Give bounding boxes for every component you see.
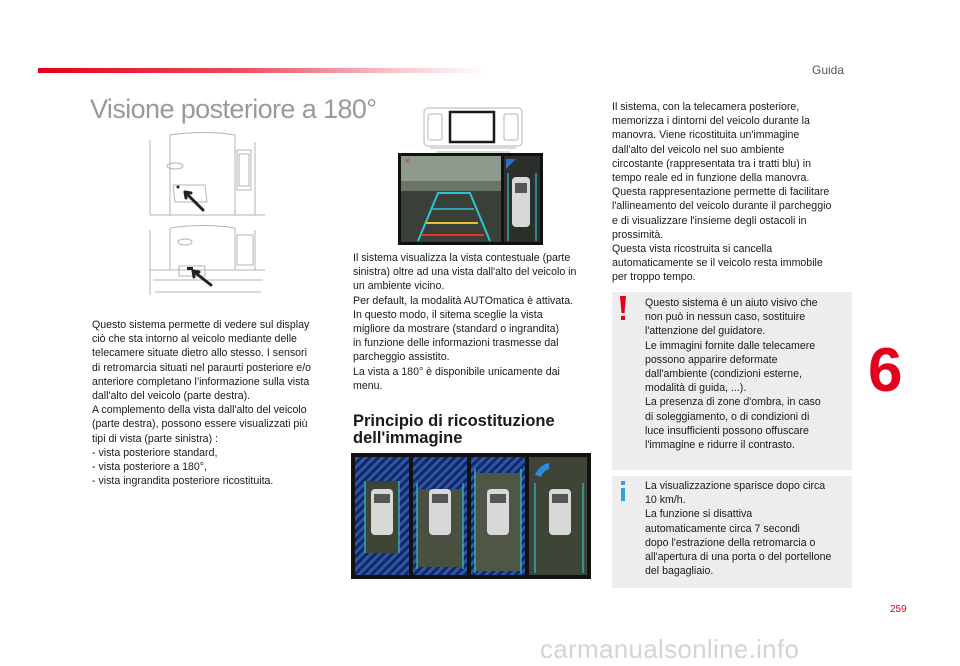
watermark: carmanualsonline.info <box>540 634 800 664</box>
middle-column-paragraph: Il sistema visualizza la vista contestuale (parte sinistra) oltre ad una vista dall'alto del veicolo in un ambiente vicino. Per default, la modalità AUTOmatica è attivata. In questo modo, il sitema sceglie la vista migliore da mostrare (standard o ingrandita) in funzione delle informazioni trasmesse dal parcheggio assistito. La vista a 180° è disponibile unicamente dai menu. <box>353 252 577 392</box>
info-note-text: La visualizzazione sparisce dopo circa 10 km/h. La funzione si disattiva automaticamente circa 7 secondi dopo l'estrazione della retromarcia o all'apertura di una porta o del portellone del bagagliaio. <box>645 480 832 578</box>
right-column-paragraph: Il sistema, con la telecamera posteriore, memorizza i dintorni del veicolo durante la manovra. Viene ricostituita un'immagine dall'alto del veicolo nel suo ambiente circostante (rappresentata tra i tratti blu) in tempo reale ed in funzione della manovra. Questa rappresentazione permette di facilitare l'allineamento del veicolo durante il parcheggio e di visualizzare l'insieme degli ostacoli in prossimità. Questa vista ricostruita si cancella automaticamente se il veicolo resta immobile per troppo tempo. <box>612 101 832 284</box>
chapter-number: 6 <box>868 336 903 405</box>
van-rear-camera-illustration <box>145 130 270 302</box>
left-column-paragraph: Questo sistema permette di vedere sul display ciò che sta intorno al veicolo mediante delle telecamere situate dietro allo stesso. I sensori di retromarcia situati nel paraurti posteriore e/o anteriore completano l’informazione sulla vista dall'alto del veicolo (parte destra). A complemento della vista dall'alto del veicolo (parte destra), possono essere visualizzati più tipi di vista (parte sinistra) : - vista posteriore standard, - vista posteriore a 180°, - vista ingrandita posteriore ricostituita. <box>92 319 312 488</box>
page-title: Visione posteriore a 180° <box>90 94 377 124</box>
header-accent-bar <box>38 68 488 73</box>
warning-exclamation-icon <box>617 294 629 324</box>
section-label: Guida <box>812 63 845 77</box>
section-subheading: Principio di ricostituzione dell'immagine <box>353 412 555 447</box>
warning-note-text: Questo sistema è un aiuto visivo che non può in nessun caso, sostituire l'attenzione del guidatore. Le immagini fornite dalle telecamere possono apparire deformate dall'ambiente (condizioni esterne, modalità di guida, ...). La presenza di zone d'ombra, in caso di soleggiamento, o di condizioni di luce insufficienti possono offuscare l'immagine e ridurre il contrasto. <box>645 297 821 452</box>
image-reconstitution-sequence <box>351 453 591 579</box>
rear-camera-view-image <box>398 153 543 245</box>
info-i-icon <box>617 480 629 502</box>
svg-text:×: × <box>404 156 411 165</box>
dashboard-display-illustration <box>420 104 526 154</box>
page-number: 259 <box>890 604 907 615</box>
